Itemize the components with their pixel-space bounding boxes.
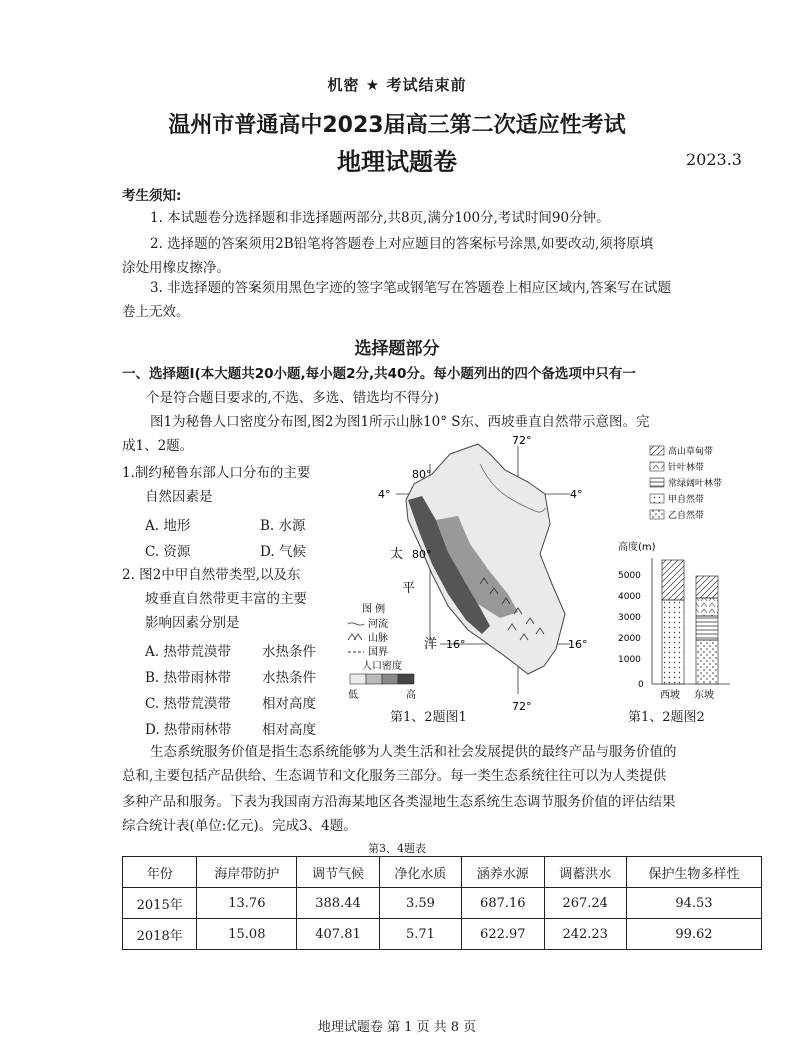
lat-label-4-left: 4° — [378, 488, 391, 501]
east-conifer-band — [696, 598, 718, 616]
exam-title: 温州市普通高中2023届高三第二次适应性考试 — [168, 113, 626, 138]
ocean-label-3: 洋 — [424, 637, 438, 652]
west-slope-column — [662, 560, 684, 684]
q1-option-a: A. 地形 — [145, 518, 191, 534]
notice-item-2a: 2. 选择题的答案须用2B铅笔将答题卷上对应题目的答案标号涂黑,如要改动,须将原填 — [150, 236, 654, 252]
table-row — [123, 919, 762, 950]
cell: 388.44 — [297, 888, 379, 919]
q2-option-c-1: C. 热带荒漠带 — [145, 696, 231, 712]
east-meadow-band — [696, 576, 718, 598]
east-slope-column — [696, 576, 718, 684]
ytick-3000: 3000 — [618, 613, 641, 623]
west-slope-label: 西坡 — [660, 690, 680, 701]
cell: 2015年 — [123, 888, 197, 919]
q1-stem-1: 1.制约秘鲁东部人口分布的主要 — [122, 465, 311, 481]
passage-line-4: 综合统计表(单位:亿元)。完成3、4题。 — [122, 818, 357, 834]
section-title: 选择题部分 — [354, 339, 440, 359]
th-climate: 调节气候 — [297, 857, 379, 888]
th-flood: 调蓄洪水 — [544, 857, 626, 888]
page-footer: 地理试题卷 第 1 页 共 8 页 — [317, 1020, 477, 1035]
lat-label-16-left: 16° — [446, 638, 466, 651]
legend-conifer: 针叶林带 — [668, 463, 705, 473]
table-caption: 第3、4题表 — [368, 842, 426, 855]
q1-2-intro-1: 图1为秘鲁人口密度分布图,图2为图1所示山脉10° S东、西坡垂直自然带示意图。完 — [150, 414, 650, 430]
legend-density: 人口密度 — [362, 661, 402, 672]
ytick-1000: 1000 — [618, 655, 641, 665]
legend-high: 高 — [406, 690, 416, 701]
lat-label-16-right: 16° — [568, 638, 588, 651]
th-biodiversity: 保护生物多样性 — [626, 857, 761, 888]
cell: 2018年 — [123, 919, 197, 950]
figure-1-legend — [348, 602, 416, 701]
cell: 407.81 — [297, 919, 379, 950]
part1-instruction-2: 个是符合题目要求的,不选、多选、错选均不得分) — [146, 390, 440, 406]
figure-2-caption: 第1、2题图2 — [628, 710, 705, 725]
wetland-value-table — [122, 856, 762, 950]
cell: 99.62 — [626, 919, 761, 950]
table-row — [123, 888, 762, 919]
legend-river: 河流 — [368, 619, 388, 630]
q2-stem-1: 2. 图2中甲自然带类型,以及东 — [122, 567, 301, 583]
west-jia-band — [662, 600, 684, 684]
ocean-label-1: 太 — [390, 547, 404, 562]
q2-option-c-2: 相对高度 — [262, 696, 316, 712]
legend-jia-swatch — [650, 494, 664, 503]
cell: 3.59 — [379, 888, 461, 919]
notice-heading: 考生须知: — [122, 188, 182, 204]
cell: 15.08 — [197, 919, 297, 950]
q2-stem-3: 影响因素分别是 — [145, 615, 240, 631]
figure-1-caption: 第1、2题图1 — [390, 710, 467, 725]
part1-instruction-1: 一、选择题Ⅰ(本大题共20小题,每小题2分,共40分。每小题列出的四个备选项中只有一 — [122, 366, 636, 382]
legend-density-high-swatch — [398, 674, 414, 684]
confidential-label: 机密 ★ 考试结束前 — [327, 76, 467, 94]
cell: 242.23 — [544, 919, 626, 950]
fig2-ylabel: 高度(m) — [618, 542, 656, 553]
cell: 622.97 — [462, 919, 544, 950]
th-year: 年份 — [123, 857, 197, 888]
legend-yi-swatch — [650, 510, 664, 519]
west-meadow-band — [662, 560, 684, 600]
legend-conifer-swatch — [650, 462, 664, 471]
exam-date: 2023.3 — [686, 150, 742, 169]
q1-option-c: C. 资源 — [145, 544, 191, 560]
ytick-2000: 2000 — [618, 634, 641, 644]
notice-item-3a: 3. 非选择题的答案须用黑色字迹的签字笔或钢笔写在答题卷上相应区域内,答案写在试题 — [150, 280, 671, 296]
legend-density-mid1-swatch — [366, 674, 382, 684]
cell: 94.53 — [626, 888, 761, 919]
lon-label-top-80: 80° — [412, 468, 432, 481]
q1-option-b: B. 水源 — [260, 518, 306, 534]
legend-density-mid2-swatch — [382, 674, 398, 684]
east-broadleaf-band — [696, 616, 718, 640]
passage-line-1: 生态系统服务价值是指生态系统能够为人类生活和社会发展提供的最终产品与服务价值的 — [150, 744, 677, 760]
notice-item-2b: 涂处用橡皮擦净。 — [122, 260, 230, 276]
ytick-4000: 4000 — [618, 592, 641, 602]
notice-item-3b: 卷上无效。 — [122, 304, 190, 320]
q1-option-d: D. 气候 — [260, 544, 306, 560]
th-water-conserve: 涵养水源 — [462, 857, 544, 888]
legend-border: 国界 — [368, 647, 388, 658]
legend-broadleaf-swatch — [650, 478, 664, 487]
legend-broadleaf: 常绿阔叶林带 — [668, 479, 723, 489]
figure-2-legend — [650, 445, 722, 521]
cell: 687.16 — [462, 888, 544, 919]
passage-line-2: 总和,主要包括产品供给、生态调节和文化服务三部分。每一类生态系统往往可以为人类提供 — [122, 768, 667, 784]
lon-label-bottom: 72° — [512, 700, 532, 713]
legend-density-low-swatch — [350, 674, 366, 684]
legend-title: 图 例 — [362, 604, 386, 615]
q2-option-b-1: B. 热带雨林带 — [145, 670, 232, 686]
legend-meadow: 高山草甸带 — [668, 447, 714, 457]
q2-stem-2: 坡垂直自然带更丰富的主要 — [145, 591, 307, 607]
q2-option-b-2: 水热条件 — [262, 670, 316, 686]
q2-option-d-1: D. 热带雨林带 — [145, 722, 232, 738]
q2-option-d-2: 相对高度 — [262, 722, 316, 738]
cell: 13.76 — [197, 888, 297, 919]
q2-option-a-2: 水热条件 — [262, 644, 316, 660]
ytick-5000: 5000 — [618, 571, 641, 581]
figure-1-peru-map — [340, 434, 612, 730]
lat-label-4-right: 4° — [570, 488, 583, 501]
lon-label-mid-80: 80° — [412, 548, 432, 561]
legend-jia: 甲自然带 — [668, 495, 705, 505]
ytick-0: 0 — [638, 680, 644, 690]
th-water-purify: 净化水质 — [379, 857, 461, 888]
exam-subtitle: 地理试题卷 — [337, 148, 457, 176]
q2-option-a-1: A. 热带荒漠带 — [145, 644, 231, 660]
legend-low: 低 — [348, 690, 358, 701]
table-header-row — [123, 857, 762, 888]
legend-mountain-symbol — [348, 634, 362, 640]
q1-2-intro-2: 成1、2题。 — [122, 438, 194, 454]
passage-line-3: 多种产品和服务。下表为我国南方沿海某地区各类湿地生态系统生态调节服务价值的评估结果 — [122, 794, 676, 810]
ocean-label-2: 平 — [402, 581, 416, 596]
cell: 5.71 — [379, 919, 461, 950]
legend-yi: 乙自然带 — [668, 511, 705, 521]
legend-mountain: 山脉 — [368, 633, 388, 644]
cell: 267.24 — [544, 888, 626, 919]
figure-2-vertical-zones — [612, 440, 762, 710]
lon-label-top: 72° — [512, 434, 532, 447]
notice-item-1: 1. 本试题卷分选择题和非选择题两部分,共8页,满分100分,考试时间90分钟。 — [150, 210, 610, 226]
th-coastal: 海岸带防护 — [197, 857, 297, 888]
east-slope-label: 东坡 — [694, 690, 714, 701]
legend-meadow-swatch — [650, 446, 664, 455]
q1-stem-2: 自然因素是 — [145, 489, 213, 505]
east-yi-band — [696, 640, 718, 684]
legend-river-symbol — [348, 623, 364, 625]
